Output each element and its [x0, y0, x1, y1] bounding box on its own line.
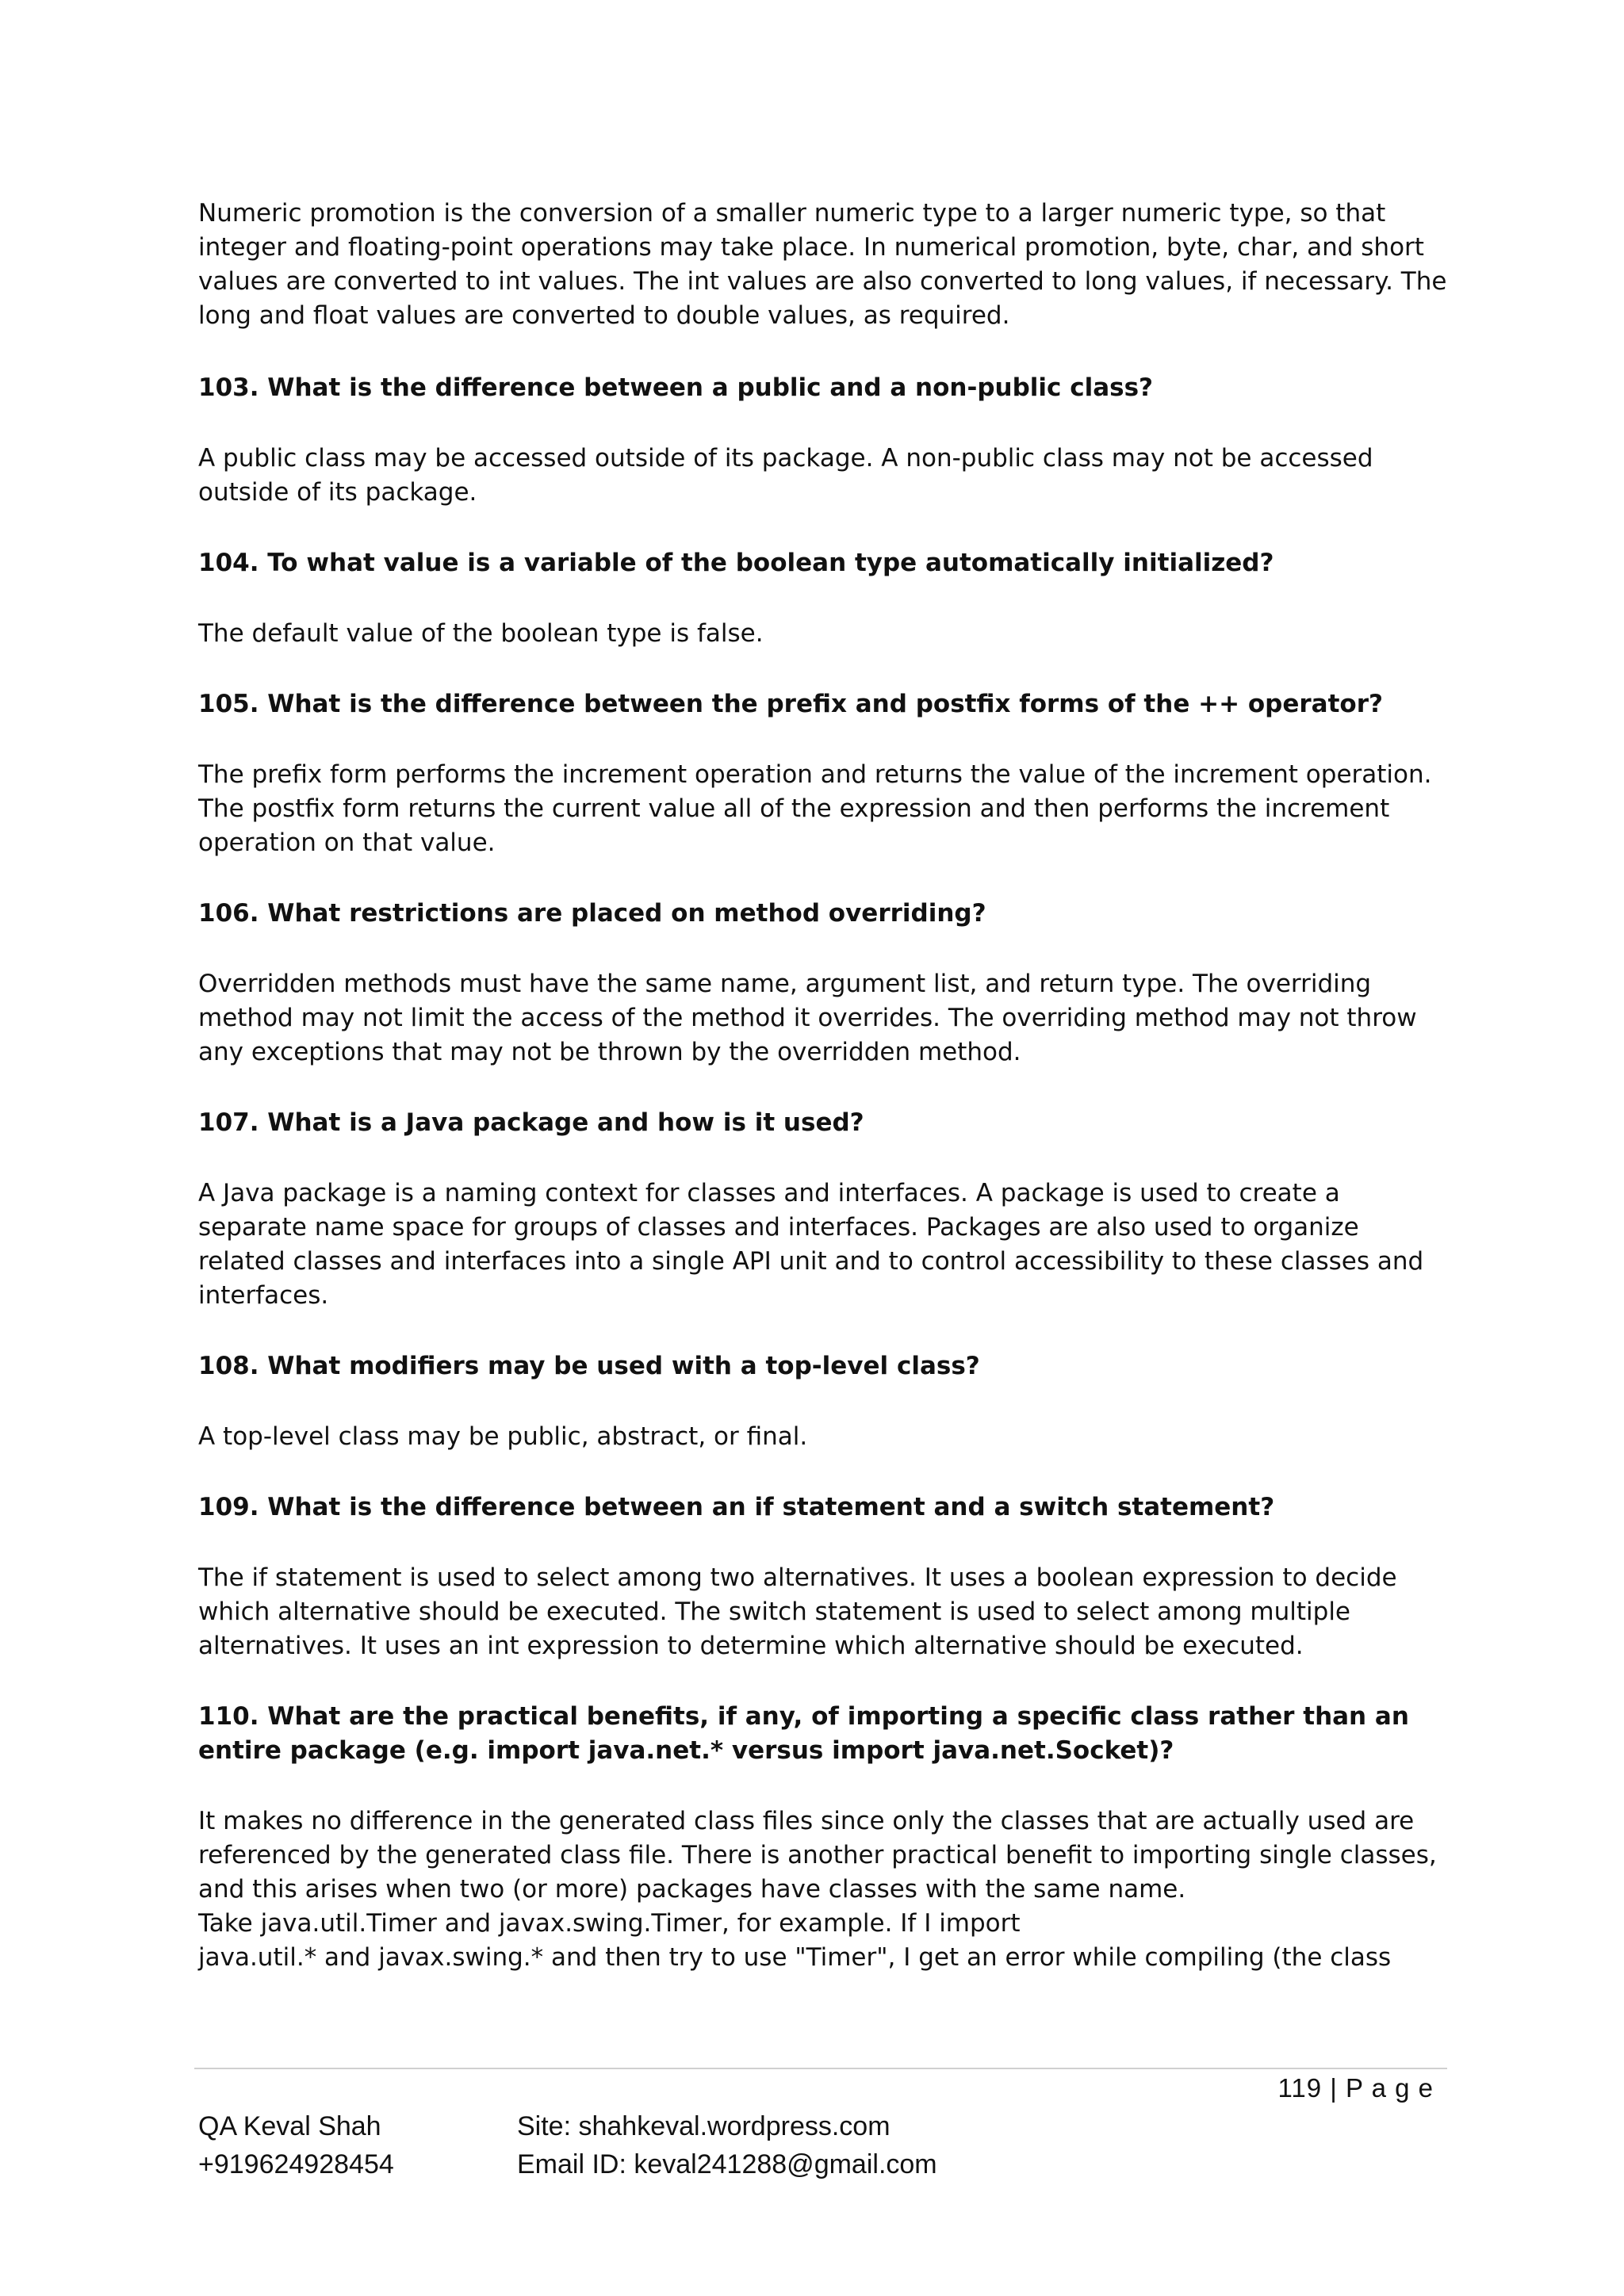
answer-109	[198, 1561, 1451, 1663]
page-content	[198, 197, 1451, 2011]
footer-author	[198, 2107, 394, 2183]
answer-108	[198, 1420, 1451, 1454]
qa-item	[198, 687, 1451, 860]
question-103: 103. What is the difference between a public and a non-public class?	[198, 373, 1154, 402]
answer-104	[198, 617, 1451, 651]
answer-107	[198, 1177, 1451, 1313]
qa-item	[198, 1700, 1451, 1975]
answer-105	[198, 758, 1451, 860]
question-107: 107. What is a Java package and how is it used?	[198, 1108, 864, 1137]
answer-110	[198, 1804, 1451, 1975]
answer-103	[198, 442, 1451, 510]
answer-paragraph: A Java package is a naming context for classes and interfaces. A package is used to create a separate name space for groups of classes and interfaces. Packages are also used to organize related classes and interfaces into a single API unit and to control accessibility to these classes and interfaces.	[198, 1179, 1424, 1310]
question-110: 110. What are the practical benefits, if any, of importing a specific class rather than an entire package (e.g. import java.net.* versus import java.net.Socket)?	[198, 1702, 1409, 1765]
question-109: 109. What is the difference between an if statement and a switch statement?	[198, 1493, 1275, 1521]
answer-paragraph: The prefix form performs the increment operation and returns the value of the increment operation. The postfix form returns the current value all of the expression and then performs the increment operation on that value.	[198, 760, 1432, 857]
question-108: 108. What modifiers may be used with a top-level class?	[198, 1352, 980, 1380]
answer-paragraph: The default value of the boolean type is false.	[198, 619, 764, 648]
page-number: 119 | P a g e	[1277, 2073, 1434, 2103]
answer-paragraph: Take java.util.Timer and javax.swing.Timer, for example. If I import	[198, 1909, 1021, 1938]
qa-item	[198, 371, 1451, 510]
site-link: Site: shahkeval.wordpress.com	[517, 2111, 891, 2141]
author-name: QA Keval Shah	[198, 2111, 381, 2141]
footer-contact	[517, 2107, 937, 2183]
answer-paragraph: The if statement is used to select among two alternatives. It uses a boolean expression to decide which alternative should be executed. The switch statement is used to select among multiple alternatives. It uses an int expression to determine which alternative should be executed.	[198, 1563, 1397, 1660]
question-105: 105. What is the difference between the prefix and postfix forms of the ++ operator?	[198, 690, 1383, 718]
intro-paragraph: Numeric promotion is the conversion of a smaller numeric type to a larger numeric type, so that integer and floating-point operations may take place. In numerical promotion, byte, char, and short values are converted to int values. The int values are also converted to long values, if necessary. The long and float values are converted to double values, as required.	[198, 199, 1447, 330]
answer-106	[198, 967, 1451, 1070]
question-106: 106. What restrictions are placed on method overriding?	[198, 899, 986, 928]
email-address: Email ID: keval241288@gmail.com	[517, 2149, 937, 2179]
question-104: 104. To what value is a variable of the boolean type automatically initialized?	[198, 549, 1274, 577]
answer-paragraph: It makes no difference in the generated class files since only the classes that are actually used are referenced by the generated class file. There is another practical benefit to importing single classes, and this arises when two (or more) packages have classes with the same name.	[198, 1807, 1437, 1904]
footer-divider	[194, 2068, 1447, 2069]
qa-item	[198, 1106, 1451, 1313]
qa-item	[198, 897, 1451, 1070]
answer-paragraph: A public class may be accessed outside of its package. A non-public class may not be accessed outside of its package.	[198, 444, 1373, 507]
author-phone: +919624928454	[198, 2149, 394, 2179]
qa-item	[198, 1490, 1451, 1663]
qa-item	[198, 1349, 1451, 1454]
qa-item	[198, 546, 1451, 651]
answer-paragraph: A top-level class may be public, abstract, or final.	[198, 1422, 808, 1451]
answer-paragraph: Overridden methods must have the same name, argument list, and return type. The overriding method may not limit the access of the method it overrides. The overriding method may not throw any exceptions that may not be thrown by the overridden method.	[198, 970, 1417, 1066]
answer-paragraph: java.util.* and javax.swing.* and then try to use "Timer", I get an error while compiling (the class	[198, 1943, 1392, 1972]
